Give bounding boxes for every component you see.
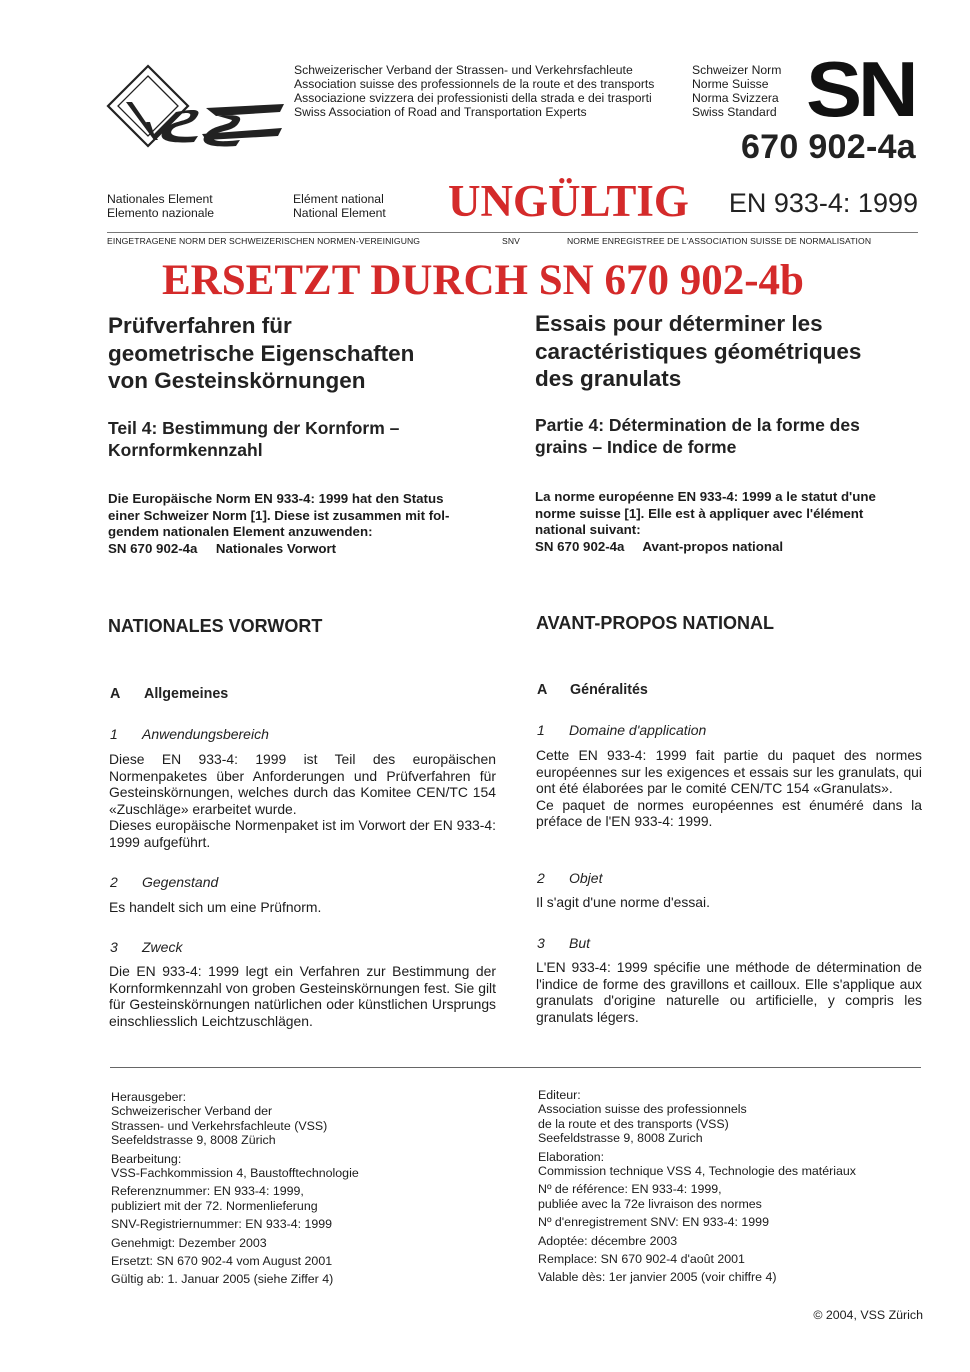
invalid-stamp: UNGÜLTIG	[448, 176, 689, 226]
national-element-left	[107, 192, 214, 220]
title-de	[108, 312, 508, 395]
association-name-fr: Association suisse des professionnels de la route et des transports	[294, 77, 655, 91]
reference-line: Nº de référence: EN 933-4: 1999,	[538, 1182, 722, 1197]
item-title-fr-3	[537, 935, 590, 951]
item-title-label: Objet	[569, 870, 603, 886]
title-fr	[535, 310, 935, 393]
paragraph: L'EN 933-4: 1999 spécifie une méthode de détermination de l'indice de forme des gravillons et cailloux. Elle s'applique aux granulats d'origine naturelle ou artificielle, y compris les granulats légers.	[536, 959, 922, 1025]
reference-line: publiée avec la 72e livraison des normes	[538, 1196, 762, 1211]
association-name-de: Schweizerischer Verband der Strassen- und Verkehrsfachleute	[294, 63, 633, 77]
paragraph: Ce paquet de normes européennes est énuméré dans la préface de l'EN 933-4: 1999.	[536, 796, 922, 830]
approval-date: Genehmigt: Dezember 2003	[111, 1235, 267, 1250]
snv-registration: SNV-Registriernummer: EN 933-4: 1999	[111, 1217, 333, 1232]
footer-fr	[538, 1088, 928, 1289]
publisher-line: Seefeldstrasse 9, 8008 Zurich	[538, 1131, 703, 1146]
status-note-de-line-1: Die Europäische Norm EN 933-4: 1999 hat den Status	[108, 491, 444, 506]
editing-value: Commission technique VSS 4, Technologie des matériaux	[538, 1164, 856, 1179]
publisher-line: Association suisse des professionnels	[538, 1102, 747, 1117]
section-title-de: Allgemeines	[144, 686, 229, 702]
footer-divider	[110, 1067, 921, 1068]
paragraph: Diese EN 933-4: 1999 ist Teil des europäischen Normenpaketes über Anforderungen und Prüfverfahren für Gesteinskörnungen, welches durch das Komitee CEN/TC 154 «Zuschläge» erarbeitet wurde.	[109, 751, 496, 817]
editing-value: VSS-Fachkommission 4, Baustofftechnologie	[111, 1166, 359, 1181]
status-note-fr-line-2: norme suisse [1]. Elle est à appliquer avec l'élément	[535, 505, 864, 521]
item-title-label: Domaine d'application	[569, 722, 707, 738]
item-title-label: Gegenstand	[142, 874, 219, 890]
status-note-fr	[535, 489, 925, 555]
status-note-de	[108, 491, 498, 557]
reference-line: Referenznummer: EN 933-4: 1999,	[111, 1184, 304, 1199]
section-letter-de: A	[110, 686, 121, 702]
footer-de	[111, 1090, 511, 1291]
paragraph: Die EN 933-4: 1999 legt ein Verfahren zur Bestimmung der Kornformkennzahl von groben Gesteinskörnungen fest. Sie gilt für Gesteinskörnungen natürlichen oder künstlichen Ursprungs einschliesslich Leichtzuschlägen.	[109, 963, 496, 1029]
item-body-de-1	[109, 751, 496, 851]
item-number: 1	[537, 722, 545, 738]
item-body-de-2	[109, 899, 496, 916]
paragraph: Dieses europäische Normenpaket ist im Vorwort der EN 933-4: 1999 aufgeführt.	[109, 817, 496, 850]
item-number: 3	[110, 939, 118, 955]
item-body-de-3	[109, 963, 496, 1029]
norm-label-it: Norma Svizzera	[692, 91, 779, 105]
publisher-line: de la route et des transports (VSS)	[538, 1116, 729, 1131]
status-note-fr-line-4: SN 670 902-4a Avant-propos national	[535, 538, 784, 554]
en-reference: EN 933-4: 1999	[728, 188, 918, 218]
national-element-mid	[293, 192, 386, 220]
publisher-line: Seefeldstrasse 9, 8008 Zürich	[111, 1133, 276, 1148]
status-note-fr-line-1: La norme européenne EN 933-4: 1999 a le statut d'une	[535, 489, 876, 504]
title-fr-line-1: Essais pour déterminer les	[535, 311, 823, 336]
title-fr-line-2: caractéristiques géométriques	[535, 338, 862, 364]
part-title-de	[108, 418, 508, 461]
foreword-heading-fr: AVANT-PROPOS NATIONAL	[536, 613, 774, 633]
item-title-label: Anwendungsbereich	[142, 726, 269, 742]
item-number: 3	[537, 935, 545, 951]
publisher-line: Schweizerischer Verband der	[111, 1104, 273, 1119]
association-name-it: Associazione svizzera dei professionisti della strada e dei trasporti	[294, 91, 652, 105]
item-number: 2	[110, 874, 118, 890]
vss-logo-icon	[106, 64, 286, 150]
publisher-line: Strassen- und Verkehrsfachleute (VSS)	[111, 1118, 328, 1133]
reference-line: publiziert mit der 72. Normenlieferung	[111, 1198, 318, 1213]
part-title-de-line-2: Kornformkennzahl	[108, 439, 263, 460]
item-title-de-1	[110, 726, 269, 742]
approval-date: Adoptée: décembre 2003	[538, 1233, 678, 1248]
paragraph: Cette EN 933-4: 1999 fait partie du paquet des normes européennes sur les exigences et essais sur les granulats, qui ont été élaborées par le comité CEN/TC 154 «Granulats».	[536, 747, 922, 797]
item-number: 2	[537, 870, 545, 886]
valid-from: Gültig ab: 1. Januar 2005 (siehe Ziffer 4)	[111, 1272, 334, 1287]
registration-line-left: EINGETRAGENE NORM DER SCHWEIZERISCHEN NORMEN-VEREINIGUNG	[107, 236, 421, 246]
norm-label-fr: Norme Suisse	[692, 77, 769, 91]
replaces-info: Ersetzt: SN 670 902-4 vom August 2001	[111, 1254, 333, 1269]
status-note-fr-line-3: national suivant:	[535, 522, 641, 537]
sn-logo: SN	[806, 45, 915, 133]
replaces-info: Remplace: SN 670 902-4 d'août 2001	[538, 1252, 745, 1267]
item-title-label: Zweck	[142, 939, 183, 955]
registration-line-right: NORME ENREGISTREE DE L'ASSOCIATION SUISSE DE NORMALISATION	[567, 236, 872, 246]
part-title-fr-line-1: Partie 4: Détermination de la forme des	[535, 415, 860, 435]
national-element-en: National Element	[293, 206, 386, 220]
item-number: 1	[110, 726, 118, 742]
item-body-fr-1	[536, 747, 922, 830]
foreword-heading-de: NATIONALES VORWORT	[108, 616, 323, 636]
item-title-fr-1	[537, 722, 706, 738]
item-title-de-3	[110, 939, 182, 955]
valid-from: Valable dès: 1er janvier 2005 (voir chiffre 4)	[538, 1270, 777, 1285]
title-de-line-2: geometrische Eigenschaften	[108, 340, 415, 366]
item-title-label: But	[569, 935, 591, 951]
part-title-fr	[535, 415, 935, 458]
publisher-label: Herausgeber:	[111, 1090, 187, 1104]
standard-number: 670 902-4a	[740, 128, 916, 166]
paragraph: Es handelt sich um eine Prüfnorm.	[109, 899, 322, 915]
replaced-stamp: ERSETZT DURCH SN 670 902-4b	[162, 257, 804, 304]
item-body-fr-2	[536, 894, 922, 911]
item-title-de-2	[110, 874, 218, 890]
part-title-de-line-1: Teil 4: Bestimmung der Kornform –	[108, 418, 400, 438]
item-body-fr-3	[536, 959, 922, 1025]
section-letter-fr: A	[537, 682, 548, 698]
national-element-fr: Elément national	[293, 192, 384, 206]
publisher-label: Editeur:	[538, 1088, 581, 1102]
status-note-de-line-3: gendem nationalen Element anzuwenden:	[108, 524, 373, 539]
snv-registration: Nº d'enregistrement SNV: EN 933-4: 1999	[538, 1215, 769, 1230]
section-title-fr: Généralités	[570, 682, 648, 698]
national-element-de: Nationales Element	[107, 192, 213, 206]
paragraph: Il s'agit d'une norme d'essai.	[536, 894, 710, 910]
norm-label-en: Swiss Standard	[692, 105, 777, 119]
association-names	[294, 63, 684, 119]
association-name-en: Swiss Association of Road and Transportation Experts	[294, 105, 587, 119]
national-element-it: Elemento nazionale	[107, 206, 215, 220]
registration-line-snv: SNV	[502, 236, 520, 246]
norm-label-de: Schweizer Norm	[692, 63, 782, 77]
header-divider	[107, 232, 918, 233]
norm-labels	[692, 63, 802, 119]
editing-label: Bearbeitung:	[111, 1151, 182, 1166]
status-note-de-line-4: SN 670 902-4a Nationales Vorwort	[108, 540, 337, 556]
item-title-fr-2	[537, 870, 602, 886]
part-title-fr-line-2: grains – Indice de forme	[535, 436, 737, 457]
vss-logo	[106, 64, 286, 150]
status-note-de-line-2: einer Schweizer Norm [1]. Diese ist zusammen mit fol-	[108, 507, 450, 523]
title-fr-line-3: des granulats	[535, 366, 682, 391]
title-de-line-3: von Gesteinskörnungen	[108, 368, 366, 393]
title-de-line-1: Prüfverfahren für	[108, 313, 292, 338]
editing-label: Elaboration:	[538, 1149, 605, 1164]
copyright: © 2004, VSS Zürich	[813, 1308, 923, 1322]
